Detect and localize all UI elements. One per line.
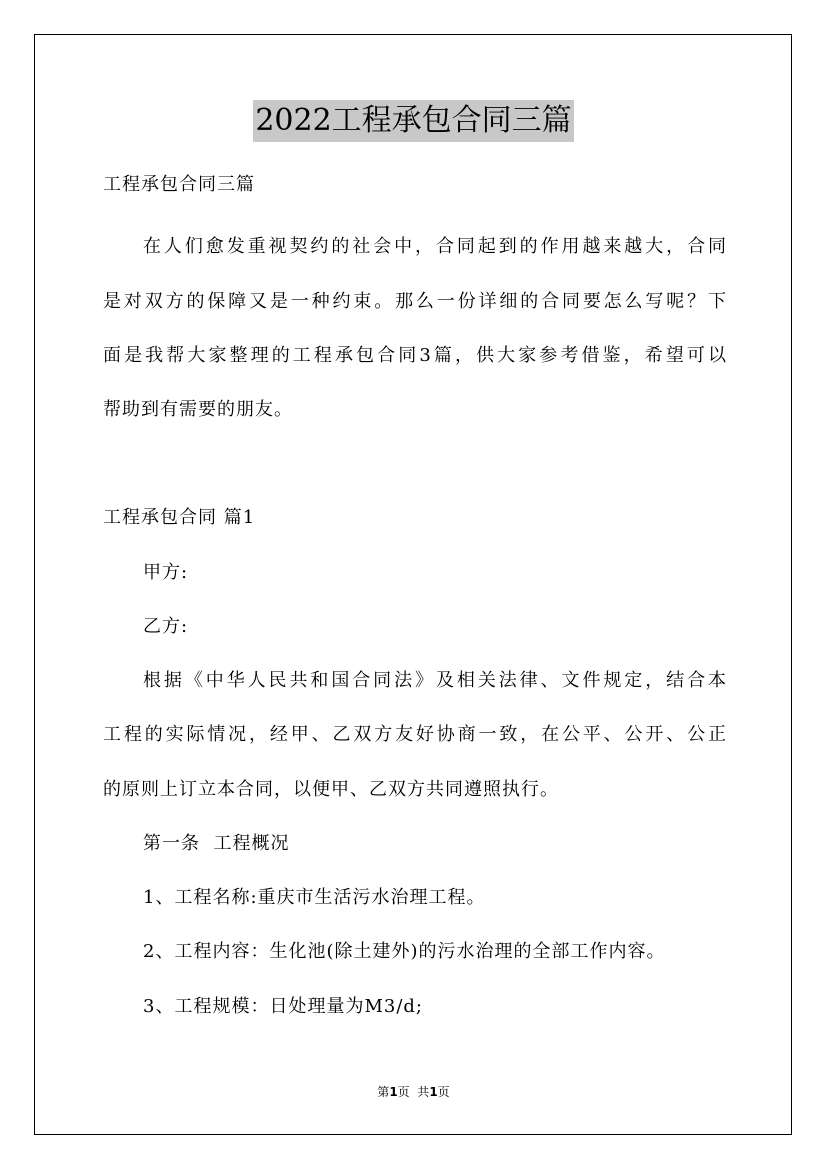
party-b: 乙方: — [143, 616, 189, 637]
item-1: 1、工程名称:重庆市生活污水治理工程。 — [143, 887, 486, 908]
footer-page-total: 1 — [429, 1085, 438, 1099]
footer-prefix: 第 — [377, 1085, 390, 1099]
item-2: 2、工程内容：生化池(除土建外)的污水治理的全部工作内容。 — [143, 941, 666, 962]
item-3: 3、工程规模：日处理量为M3/d; — [143, 996, 423, 1017]
intro-line-4: 帮助到有需要的朋友。 — [103, 399, 293, 420]
section-heading: 工程承包合同 篇1 — [103, 507, 256, 528]
footer-mid: 页 共 — [397, 1085, 430, 1099]
intro-line-2: 是对双方的保障又是一种约束。那么一份详细的合同要怎么写呢？下 — [103, 291, 727, 312]
basis-line-1: 根据《中华人民共和国合同法》及相关法律、文件规定，结合本 — [143, 670, 727, 691]
footer-suffix: 页 — [437, 1085, 450, 1099]
party-a: 甲方: — [143, 562, 189, 583]
footer-page-number: 1 — [389, 1085, 398, 1099]
document-title: 2022工程承包合同三篇 — [253, 100, 573, 142]
article-1-heading: 第一条 工程概况 — [143, 833, 290, 854]
intro-line-1: 在人们愈发重视契约的社会中，合同起到的作用越来越大，合同 — [143, 236, 727, 257]
intro-line-3: 面是我帮大家整理的工程承包合同3篇，供大家参考借鉴，希望可以 — [103, 345, 727, 366]
title-wrap — [0, 100, 827, 142]
subtitle: 工程承包合同三篇 — [103, 174, 255, 195]
basis-line-2: 工程的实际情况，经甲、乙双方友好协商一致，在公平、公开、公正 — [103, 724, 727, 745]
page-footer — [0, 1083, 827, 1100]
basis-line-3: 的原则上订立本合同，以便甲、乙双方共同遵照执行。 — [103, 779, 559, 800]
